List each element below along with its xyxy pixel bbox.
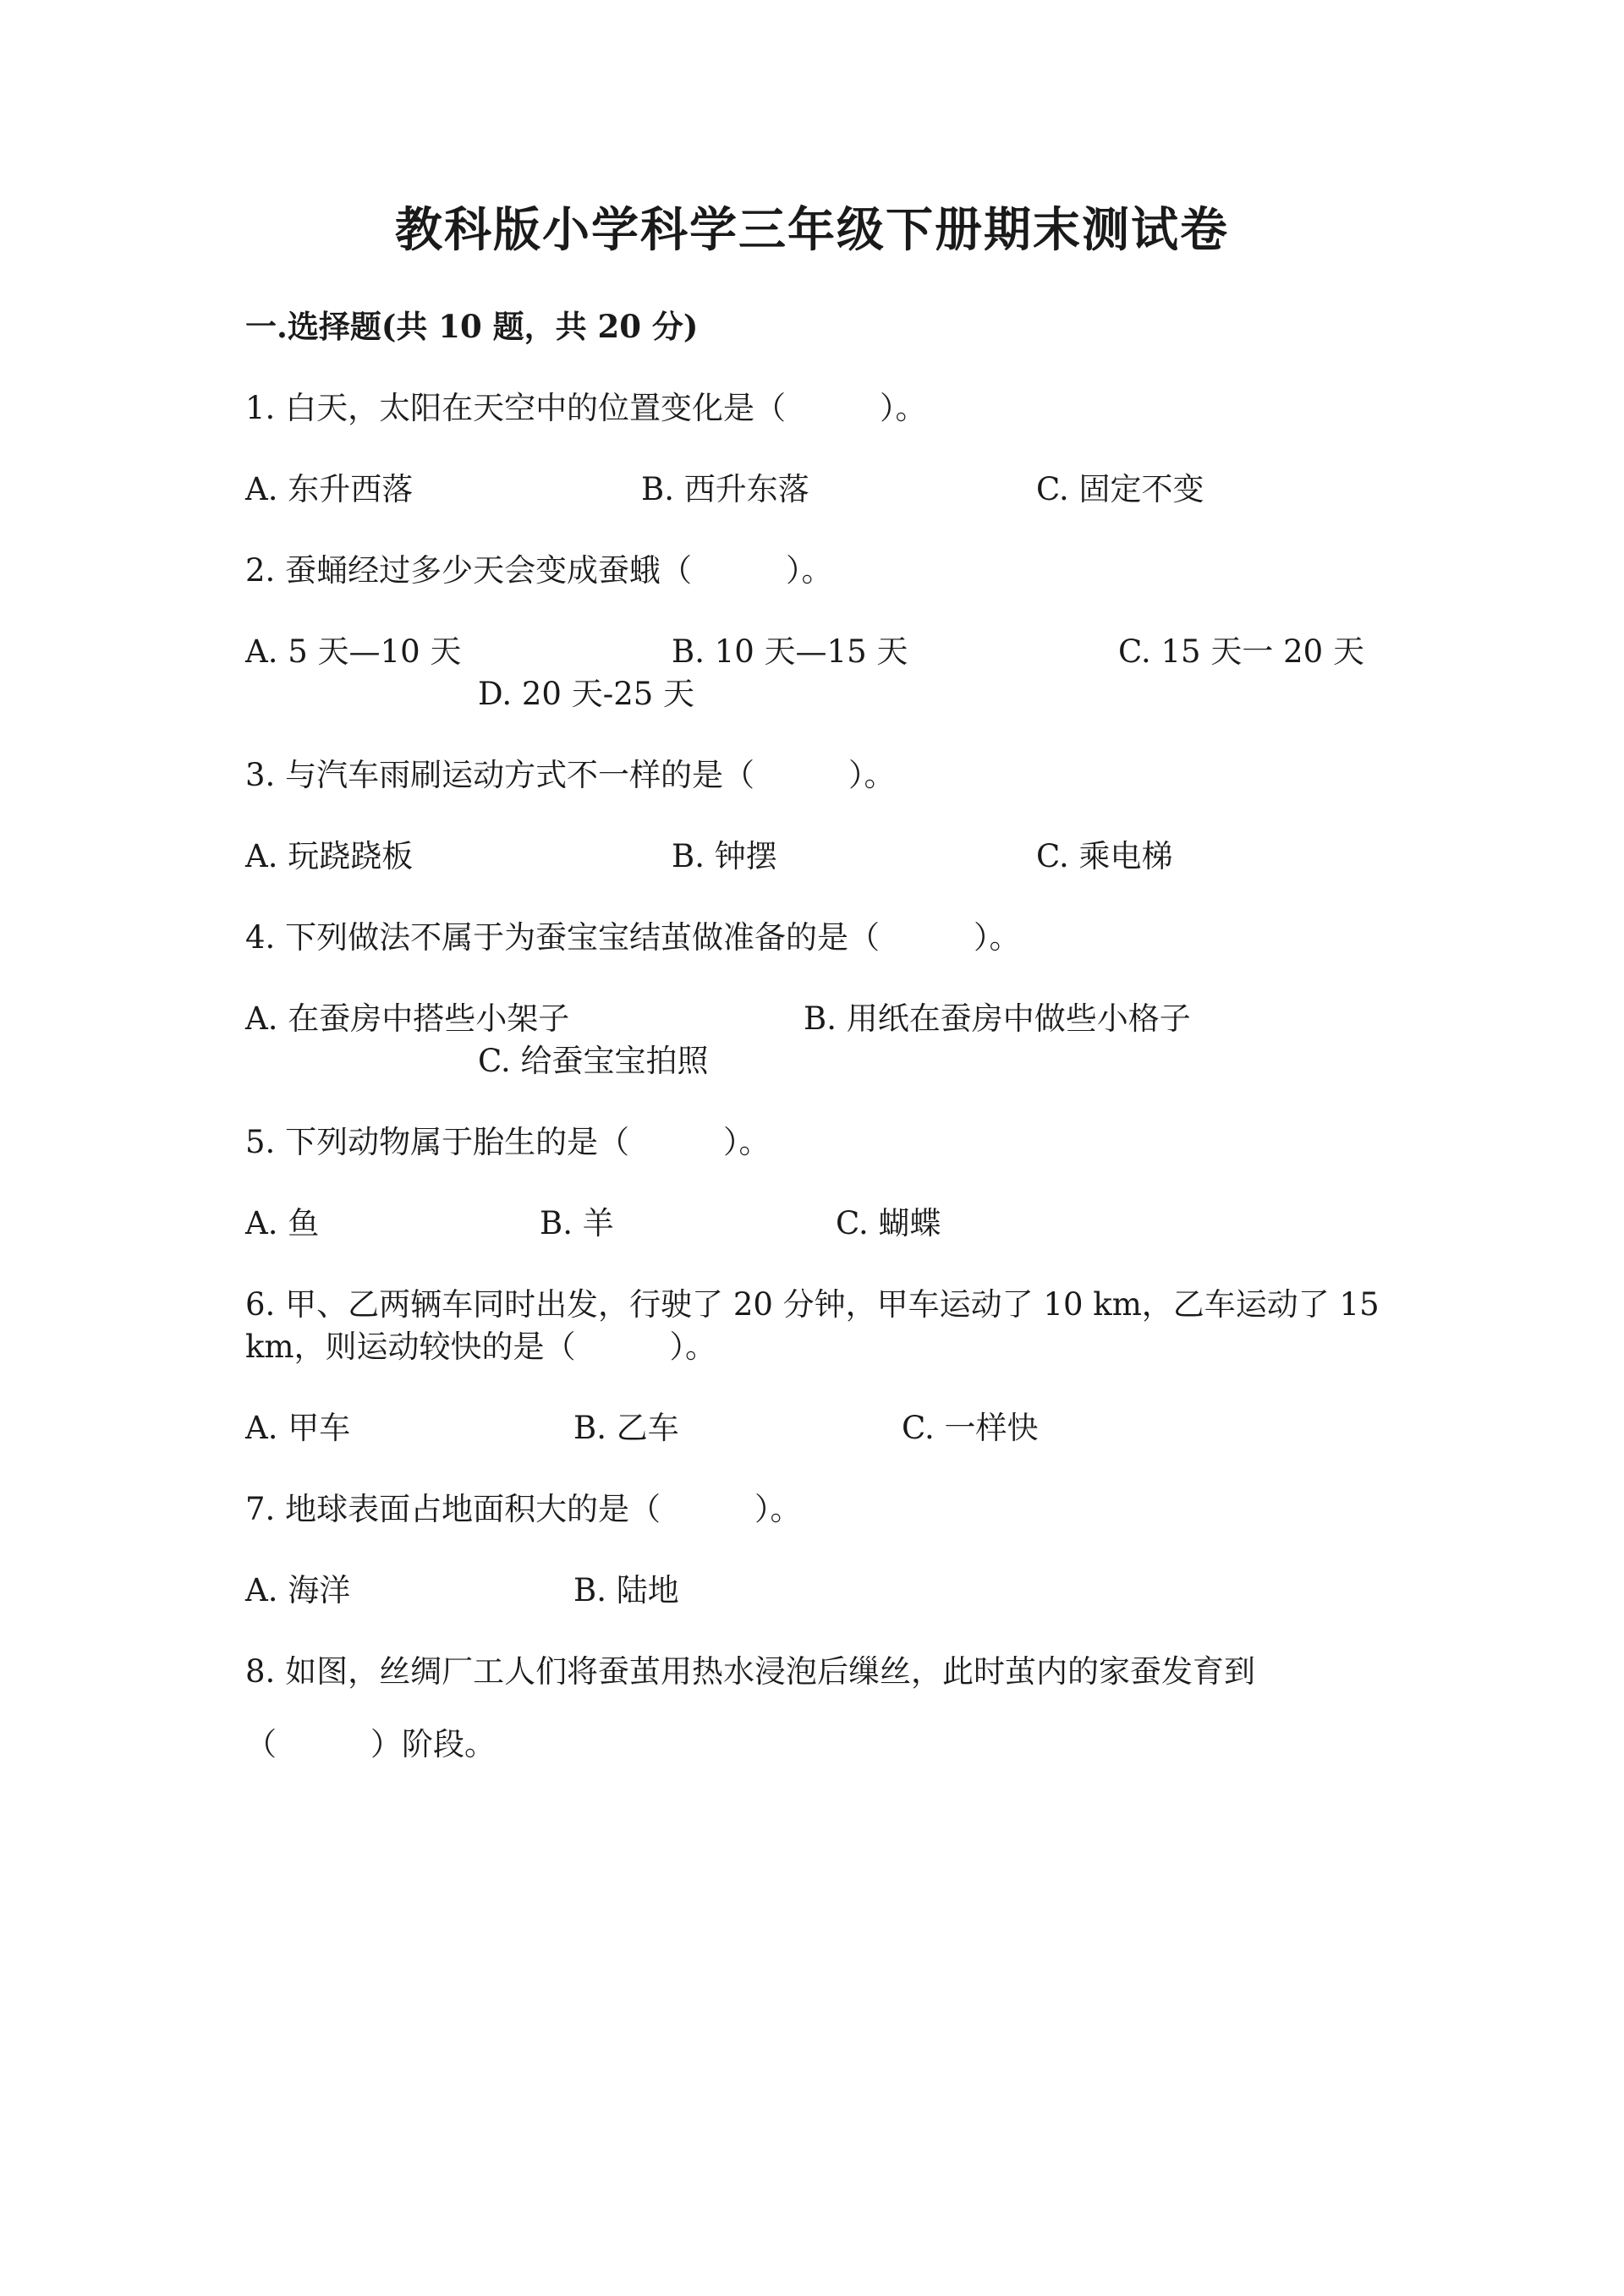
question-4-option-a: A. 在蚕房中搭些小架子 xyxy=(245,1000,570,1037)
question-7-option-a: A. 海洋 xyxy=(245,1572,351,1608)
question-6-option-c: C. 一样快 xyxy=(902,1410,1039,1446)
question-5-option-a: A. 鱼 xyxy=(245,1205,320,1241)
question-3-option-a: A. 玩跷跷板 xyxy=(245,838,414,874)
question-5-option-b: B. 羊 xyxy=(540,1205,614,1241)
question-6-option-b: B. 乙车 xyxy=(573,1410,679,1446)
question-4-option-b: B. 用纸在蚕房中做些小格子 xyxy=(804,1000,1191,1037)
question-1-option-b: B. 西升东落 xyxy=(641,471,809,507)
question-8-stem-line-2: （ ）阶段。 xyxy=(245,1726,496,1762)
question-3-option-b: B. 钟摆 xyxy=(672,838,777,874)
question-2-option-d: D. 20 天-25 天 xyxy=(478,676,695,712)
question-5-stem: 5. 下列动物属于胎生的是（ ）。 xyxy=(245,1124,771,1160)
question-6-stem-line-2: km，则运动较快的是（ ）。 xyxy=(245,1329,717,1365)
question-2-option-a: A. 5 天—10 天 xyxy=(245,633,462,670)
question-6-stem-line-1: 6. 甲、乙两辆车同时出发，行驶了 20 分钟，甲车运动了 10 km，乙车运动了 15 xyxy=(245,1286,1380,1323)
page-title: 教科版小学科学三年级下册期末测试卷 xyxy=(395,202,1229,258)
question-1-option-a: A. 东升西落 xyxy=(245,471,414,507)
question-3-stem: 3. 与汽车雨刷运动方式不一样的是（ ）。 xyxy=(245,757,896,793)
question-5-option-c: C. 蝴蝶 xyxy=(836,1205,941,1241)
section-heading: 一.选择题(共 10 题，共 20 分) xyxy=(245,308,699,345)
question-2-stem: 2. 蚕蛹经过多少天会变成蚕蛾（ ）。 xyxy=(245,552,833,589)
question-1-stem: 1. 白天，太阳在天空中的位置变化是（ ）。 xyxy=(245,390,927,426)
question-4-option-c: C. 给蚕宝宝拍照 xyxy=(478,1043,709,1079)
question-7-option-b: B. 陆地 xyxy=(573,1572,679,1608)
question-2-option-c: C. 15 天一 20 天 xyxy=(1118,633,1364,670)
question-7-stem: 7. 地球表面占地面积大的是（ ）。 xyxy=(245,1491,802,1527)
question-6-option-a: A. 甲车 xyxy=(245,1410,351,1446)
question-2-option-b: B. 10 天—15 天 xyxy=(672,633,908,670)
question-8-stem-line-1: 8. 如图，丝绸厂工人们将蚕茧用热水浸泡后缫丝，此时茧内的家蚕发育到 xyxy=(245,1653,1256,1690)
question-3-option-c: C. 乘电梯 xyxy=(1036,838,1173,874)
question-4-stem: 4. 下列做法不属于为蚕宝宝结茧做准备的是（ ）。 xyxy=(245,919,1021,956)
question-1-option-c: C. 固定不变 xyxy=(1036,471,1204,507)
